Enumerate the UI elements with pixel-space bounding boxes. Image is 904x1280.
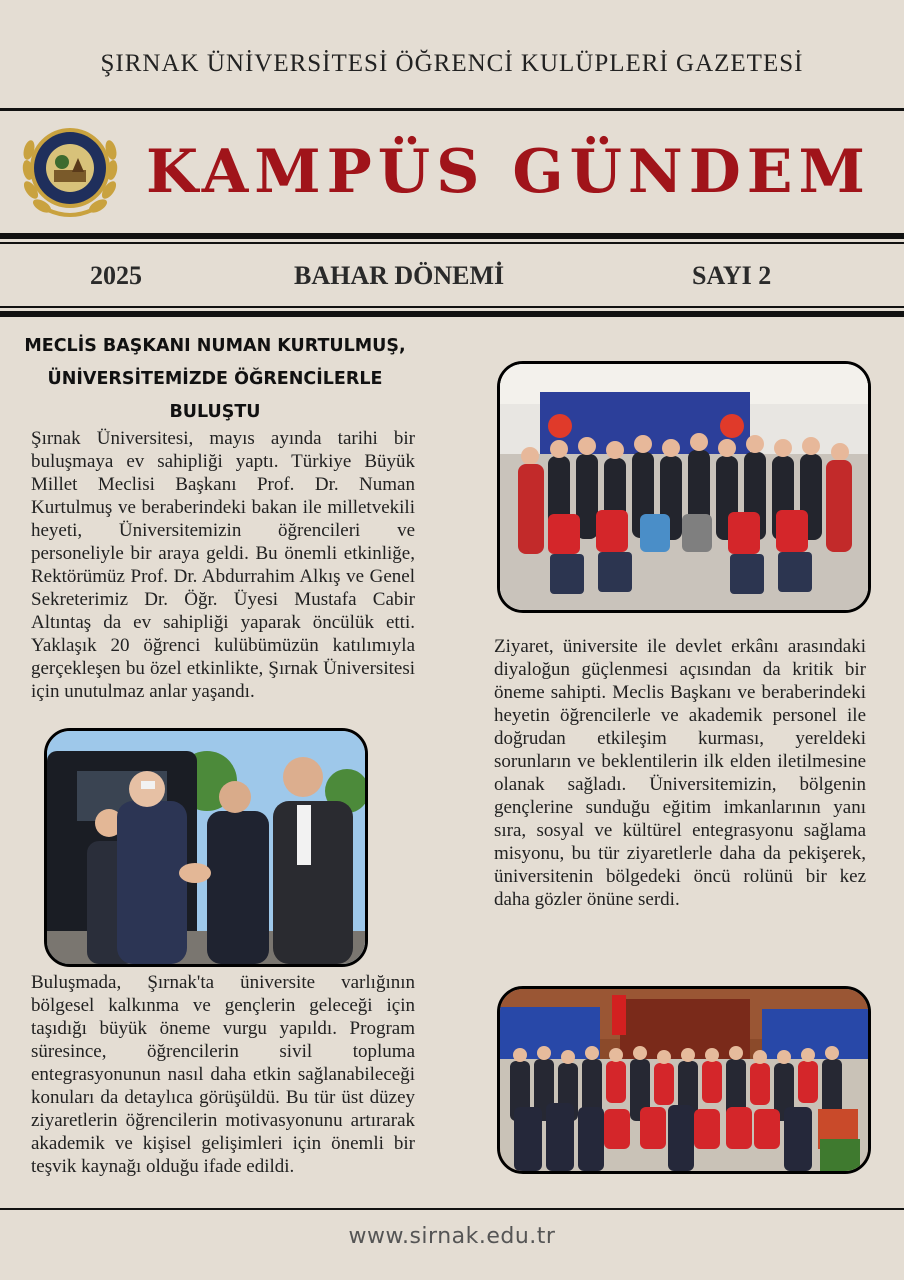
- issue-number: SAYI 2: [692, 261, 772, 290]
- article-paragraph-3: Buluşmada, Şırnak'ta üniversite varlığının bölgesel kalkınma ve gençlerin geleceği için taşıdığı büyük öneme vurgu yapıldı. Program süresince, öğrencilerin sivil topluma entegrasyonunun nasıl daha etkin sağlanabileceği konuları da detaylıca görüşüldü. Bu tür üst düzey ziyaretlerin öğrencilerin motivasyonunu artırarak akademik ve kişisel gelişimleri için önemli bir teşvik kaynağı olduğu ifade edildi.: [31, 972, 415, 1177]
- issue-divider-thin: [0, 306, 904, 308]
- handshake-photo-icon: [44, 728, 368, 967]
- header-divider: [0, 108, 904, 111]
- masthead-divider-thin: [0, 242, 904, 244]
- article-paragraph-1: Şırnak Üniversitesi, mayıs ayında tarihi bir buluşmaya ev sahipliği yaptı. Türkiye Büyük Millet Meclisi Başkanı Prof. Dr. Numan Kurtulmuş ve beraberindeki bakan ile milletvekili heyeti, Üniversitemizin öğrencileri ve personeliyle bir araya geldi. Bu önemli etkinliğe, Rektörümüz Prof. Dr. Abdurrahim Alkış ve Genel Sekreterimiz Dr. Öğr. Üyesi Mustafa Cabir Altıntaş da ev sahipliği yaparak öncülük etti. Yaklaşık 20 öğrenci kulübümüzün katılımıyla gerçekleşen bu özel etkinlikte, Şırnak Üniversitesi için unutulmaz anlar yaşandı.: [31, 428, 415, 702]
- footer-website-link[interactable]: www.sirnak.edu.tr: [348, 1224, 556, 1249]
- group-photo-icon: [497, 986, 871, 1174]
- newspaper-tagline: ŞIRNAK ÜNİVERSİTESİ ÖĞRENCİ KULÜPLERİ GAZETESİ: [100, 50, 804, 77]
- article-paragraph-2: Ziyaret, üniversite ile devlet erkânı arasındaki diyaloğun güçlenmesi açısından da kritik bir öneme sahipti. Meclis Başkanı ve beraberindeki heyetin öğrencilerle ve akademik personel ile doğrudan etkileşim kurması, yereldeki sorunların ve beklentilerin ilk elden iletilmesine olanak sağladı. Üniversitemizin, bölgenin gençlerine sunduğu eğitim imkanlarının yanı sıra, sosyal ve kültürel entegrasyonu sağlama misyonu, bu tür ziyaretlerle daha da pekişerek, üniversitenin bölgedeki öncü rolünü bir kez daha gözler önüne serdi.: [494, 636, 866, 910]
- masthead-row: [0, 112, 904, 230]
- group-photo-icon: [497, 361, 871, 613]
- masthead-divider-thick: [0, 233, 904, 239]
- issue-term: BAHAR DÖNEMİ: [294, 261, 505, 290]
- footer-divider: [0, 1208, 904, 1210]
- university-seal-icon: [18, 120, 122, 224]
- masthead-title: KAMPÜS GÜNDEM: [146, 137, 871, 207]
- issue-divider-thick: [0, 311, 904, 317]
- issue-year: 2025: [90, 261, 142, 290]
- article-headline: MECLİS BAŞKANI NUMAN KURTULMUŞ, ÜNİVERSİTEMİZDE ÖĞRENCİLERLE BULUŞTU: [24, 336, 406, 422]
